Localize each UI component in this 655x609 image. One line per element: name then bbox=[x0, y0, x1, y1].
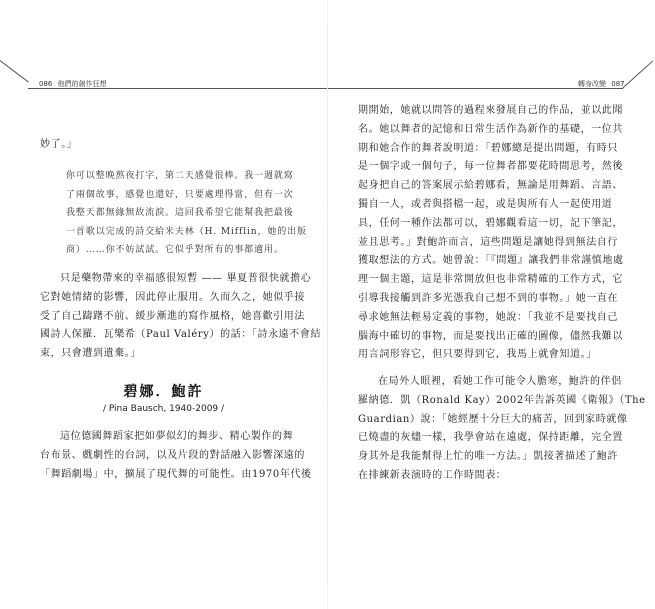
text-line: 台布景、戲劇性的台詞，以及片段的對話融入影響深遠的 bbox=[40, 449, 305, 461]
text-line: 只是藥物帶來的幸福感很短暫 —— 畢夏普很快就擔心 bbox=[60, 273, 312, 284]
text-line: 受了自己躊躇不前、緩步漸進的寫作風格，她喜歡引用法 bbox=[40, 310, 305, 322]
text-line: 用言詞形容它，但只要得到它，我馬上就會知道。」 bbox=[358, 349, 597, 361]
text-line: 名。她以舞者的記憶和日常生活作為新作的基礎，一位共 bbox=[358, 123, 623, 135]
text-line: 腦海中確切的事物，而是要找出正確的圖像，儘然我難以 bbox=[358, 330, 623, 342]
text-line: 國詩人保羅．瓦樂希（Paul Valéry）的話：「詩永遠不會結 bbox=[40, 329, 322, 341]
text-line: 「舞蹈劇場」中，擴展了現代舞的可能性。由1970年代後 bbox=[40, 468, 312, 480]
text-line: 在排練新表演時的工作時間表： bbox=[358, 469, 507, 481]
body-paragraph bbox=[40, 270, 322, 364]
text-line: 期和她合作的舞者說明道：「碧娜總是提出問題，有時只 bbox=[358, 142, 618, 154]
text-line: 尋求她無法輕易定義的事物，她說：「我並不是要找自己 bbox=[358, 311, 618, 323]
quote-line: 了兩個故事，感覺也還好，只要處理得當，但有一次 bbox=[66, 189, 294, 200]
text-line: 具，任何一種作法都可以，碧娜觀看這一切，記下筆記， bbox=[358, 217, 623, 229]
text-line: 獨自一人，或者與搭檔一起，或是與所有人一起使用道 bbox=[358, 198, 613, 210]
body-paragraph bbox=[40, 428, 312, 484]
quote-line: 我整天都無緣無故流淚。這回我希望它能幫我把最後 bbox=[66, 208, 294, 219]
quote-line: 你可以整晚熬夜打字，第二天感覺很棒。我一週就寫 bbox=[66, 171, 294, 181]
text-line: 束，只會遭到遺棄。」 bbox=[40, 348, 141, 360]
book-title: 他們的創作狂想 bbox=[57, 80, 107, 88]
text-line: 期開始，她就以問答的過程來發展自己的作品，並以此聞 bbox=[358, 105, 623, 116]
section-heading: 碧娜．鮑許 bbox=[123, 384, 204, 400]
quote-line: 一首歌以完成的詩交給米夫林（H. Mifflin，她的出版 bbox=[66, 226, 307, 237]
text-line: 羅納德．凱（Ronald Kay）2002年告訴英國《衛報》（The bbox=[358, 394, 646, 406]
body-paragraph bbox=[358, 373, 646, 486]
text-line: 這位德國舞蹈家把如夢似幻的舞步、精心製作的舞 bbox=[60, 431, 294, 442]
right-page-number: 087 bbox=[611, 80, 625, 88]
text-line: 它對她情緒的影響，因此停止服用。久而久之，她似乎接 bbox=[40, 291, 305, 303]
text-line: 獲取想法的方式。她曾說：「『問題』讓我們非常謹慎地處 bbox=[358, 255, 624, 267]
text-line: 是一個字或一個句子，每一位舞者都要花時間思考，然後 bbox=[358, 161, 623, 173]
text-line: 起身把自己的答案展示給碧娜看，無論是用舞蹈、言語、 bbox=[358, 180, 623, 192]
body-paragraph bbox=[358, 102, 624, 365]
quote-line: 商）……你不妨試試。它似乎對所有的事都適用。 bbox=[66, 245, 284, 256]
left-header-diagonal-rule bbox=[0, 60, 29, 82]
right-running-head bbox=[578, 79, 628, 89]
text-line: 理一個主題，這是非常開放但也非常精確的工作方式，它 bbox=[358, 274, 623, 286]
text-line: 在局外人眼裡，看她工作可能令人膽寒，鮑許的伴侶 bbox=[378, 376, 622, 387]
text-line: 已燒盡的灰燼一樣，我學會站在遠處，保持距離，完全置 bbox=[358, 432, 623, 444]
chapter-title: 轉身改變 bbox=[578, 80, 606, 88]
section-subheading: / Pina Bausch, 1940-2009 / bbox=[102, 404, 225, 414]
text-line: 身其外是我能幫得上忙的唯一方法。」凱接著描述了鮑許 bbox=[358, 451, 618, 463]
block-quote bbox=[66, 167, 307, 260]
left-page-number: 086 bbox=[39, 80, 53, 88]
text-line: Guardian）說：「她經歷十分巨大的痛苦，回到家時就像 bbox=[358, 413, 628, 425]
text-line: 並且思考。」對鮑許而言，這些問題是讓她得到無法自行 bbox=[358, 236, 618, 248]
left-running-head bbox=[36, 79, 107, 89]
text-line: 引導我接觸到許多光憑我自己想不到的事物。」她一直在 bbox=[358, 292, 618, 304]
opening-line: 妙了。」 bbox=[40, 139, 78, 150]
book-gutter bbox=[327, 0, 328, 609]
